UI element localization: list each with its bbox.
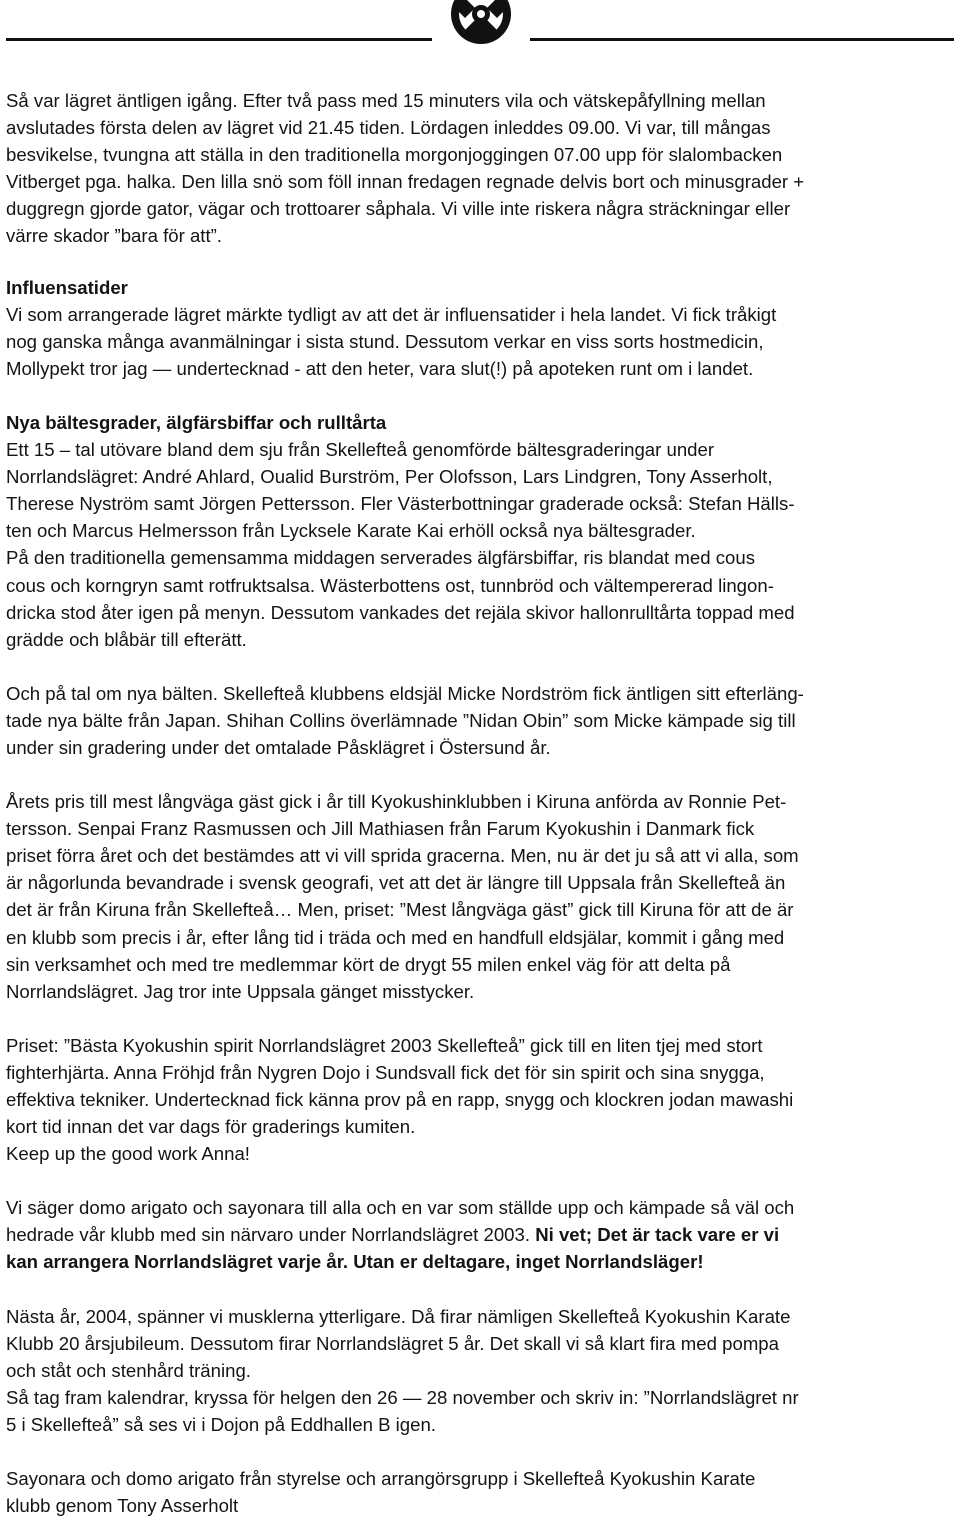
baltes-paragraph: Ett 15 – tal utövare bland dem sju från Skellefteå genomförde bältesgraderingar under Norrlandslägret: André Ahlard, Oualid Burström, Per Olofsson, Lars Lindgren, Tony Asserholt, Therese Nyström samt Jörgen Pettersson. Fler Västerbottningar graderade också: Stefan Hälls- ten och Marcus Helmersson från Lycksele Karate Kai erhöll också nya bältesgrader. [6, 439, 795, 542]
domo-bold-text: Ni vet; Det är tack vare er vi kan arrangera Norrlandslägret varje år. Utan er deltagare, inget Norrlandsläger! [6, 1224, 780, 1273]
middag-paragraph: På den traditionella gemensamma middagen serverades älgfärsbiffar, ris blandat med cous cous och korngryn samt rotfruktsalsa. Wästerbottens ost, tunnbröd och vältempererad lingon- dricka stod åter igen på menyn. Dessutom vankades det rejäla skivor hallonrulltårta toppad med grädde och blåbär till efterätt. [6, 547, 795, 650]
sayonara-paragraph: Sayonara och domo arigato från styrelse och arrangörsgrupp i Skellefteå Kyokushin Karate klubb genom Tony Asserholt [6, 1468, 756, 1517]
header-rule-left [6, 38, 432, 41]
section-heading-baltesgrader: Nya bältesgrader, älgfärsbiffar och rulltårta [6, 411, 387, 433]
spirit-paragraph: Priset: ”Bästa Kyokushin spirit Norrlandslägret 2003 Skellefteå” gick till en liten tjej med stort fighterhjärta. Anna Fröhjd från Nygren Dojo i Sundsvall fick det för sin spirit och sina snygga, effektiva tekniker. Undertecknad fick känna prov på en rapp, snygg och klockren jodan mawashi kort tid innan det var dags för graderings kumiten. Keep up the good work Anna! [6, 1034, 794, 1165]
langvaga-paragraph: Årets pris till mest långväga gäst gick i år till Kyokushinklubben i Kiruna anförda av Ronnie Pet- tersson. Senpai Franz Rasmussen och Jill Mathiasen från Farum Kyokushin i Danmark fick priset förra året och det bestämdes att vi vill sprida gracerna. Men, nu är det ju så att vi alla, som är någorlunda bevandrade i svensk geografi, vet att det är längre till Uppsala från Skellefteå än det är från Kiruna från Skellefteå… Men, priset: ”Mest långväga gäst” gick till Kiruna för att de är en klubb som precis i år, efter lång tid i träda och med en handfull eldsjälar, kommit i gång med sin verksamhet och med tre medlemmar kört de drygt 55 milen enkel väg för att delta på Norrlandslägret. Jag tror inte Uppsala gänget misstycker. [6, 791, 799, 1002]
header-rule-right [530, 38, 954, 41]
kyokushin-kanku-icon [436, 0, 526, 60]
section-heading-influensatider: Influensatider [6, 276, 128, 298]
domo-paragraph [6, 1194, 956, 1275]
nya-balten-paragraph: Och på tal om nya bälten. Skellefteå klubbens eldsjäl Micke Nordström fick äntligen sitt efterläng- tade nya bälte från Japan. Shihan Collins överlämnade ”Nidan Obin” som Micke kämpade sig till under sin gradering under det omtalade Påsklägret i Östersund år. [6, 682, 804, 758]
article-body [6, 87, 956, 1519]
domo-text: Vi säger domo arigato och sayonara till alla och en var som ställde upp och kämpade så väl och hedrade vår klubb med sin närvaro under Norrlandslägret 2003. [6, 1197, 795, 1246]
nasta-ar-paragraph: Nästa år, 2004, spänner vi musklerna ytterligare. Då firar nämligen Skellefteå Kyokushin Karate Klubb 20 årsjubileum. Dessutom firar Norrlandslägret 5 år. Det skall vi så klart fira med pompa och ståt och stenhård träning. Så tag fram kalendrar, kryssa för helgen den 26 — 28 november och skriv in: ”Norrlandslägret nr 5 i Skellefteå” så ses vi i Dojon på Eddhallen B igen. [6, 1305, 799, 1435]
intro-paragraph: Så var lägret äntligen igång. Efter två pass med 15 minuters vila och vätskepåfyllning mellan avslutades första delen av lägret vid 21.45 tiden. Lördagen inleddes 09.00. Vi var, till mångas besvikelse, tvungna att ställa in den traditionella morgonjoggingen 07.00 upp för slalombacken Vitberget pga. halka. Den lilla snö som föll innan fredagen regnade delvis bort och minusgrader + duggregn gjorde gator, vägar och trottoarer såphala. Vi ville inte riskera några sträckningar eller värre skador ”bara för att”. [6, 90, 805, 247]
influensa-paragraph: Vi som arrangerade lägret märkte tydligt av att det är influensatider i hela landet. Vi fick tråkigt nog ganska många avanmälningar i sista stund. Dessutom verkar en viss sorts hostmedicin, Mollypekt tror jag — undertecknad - att den heter, vara slut(!) på apoteken runt om i landet. [6, 303, 777, 379]
page-header [0, 0, 960, 80]
